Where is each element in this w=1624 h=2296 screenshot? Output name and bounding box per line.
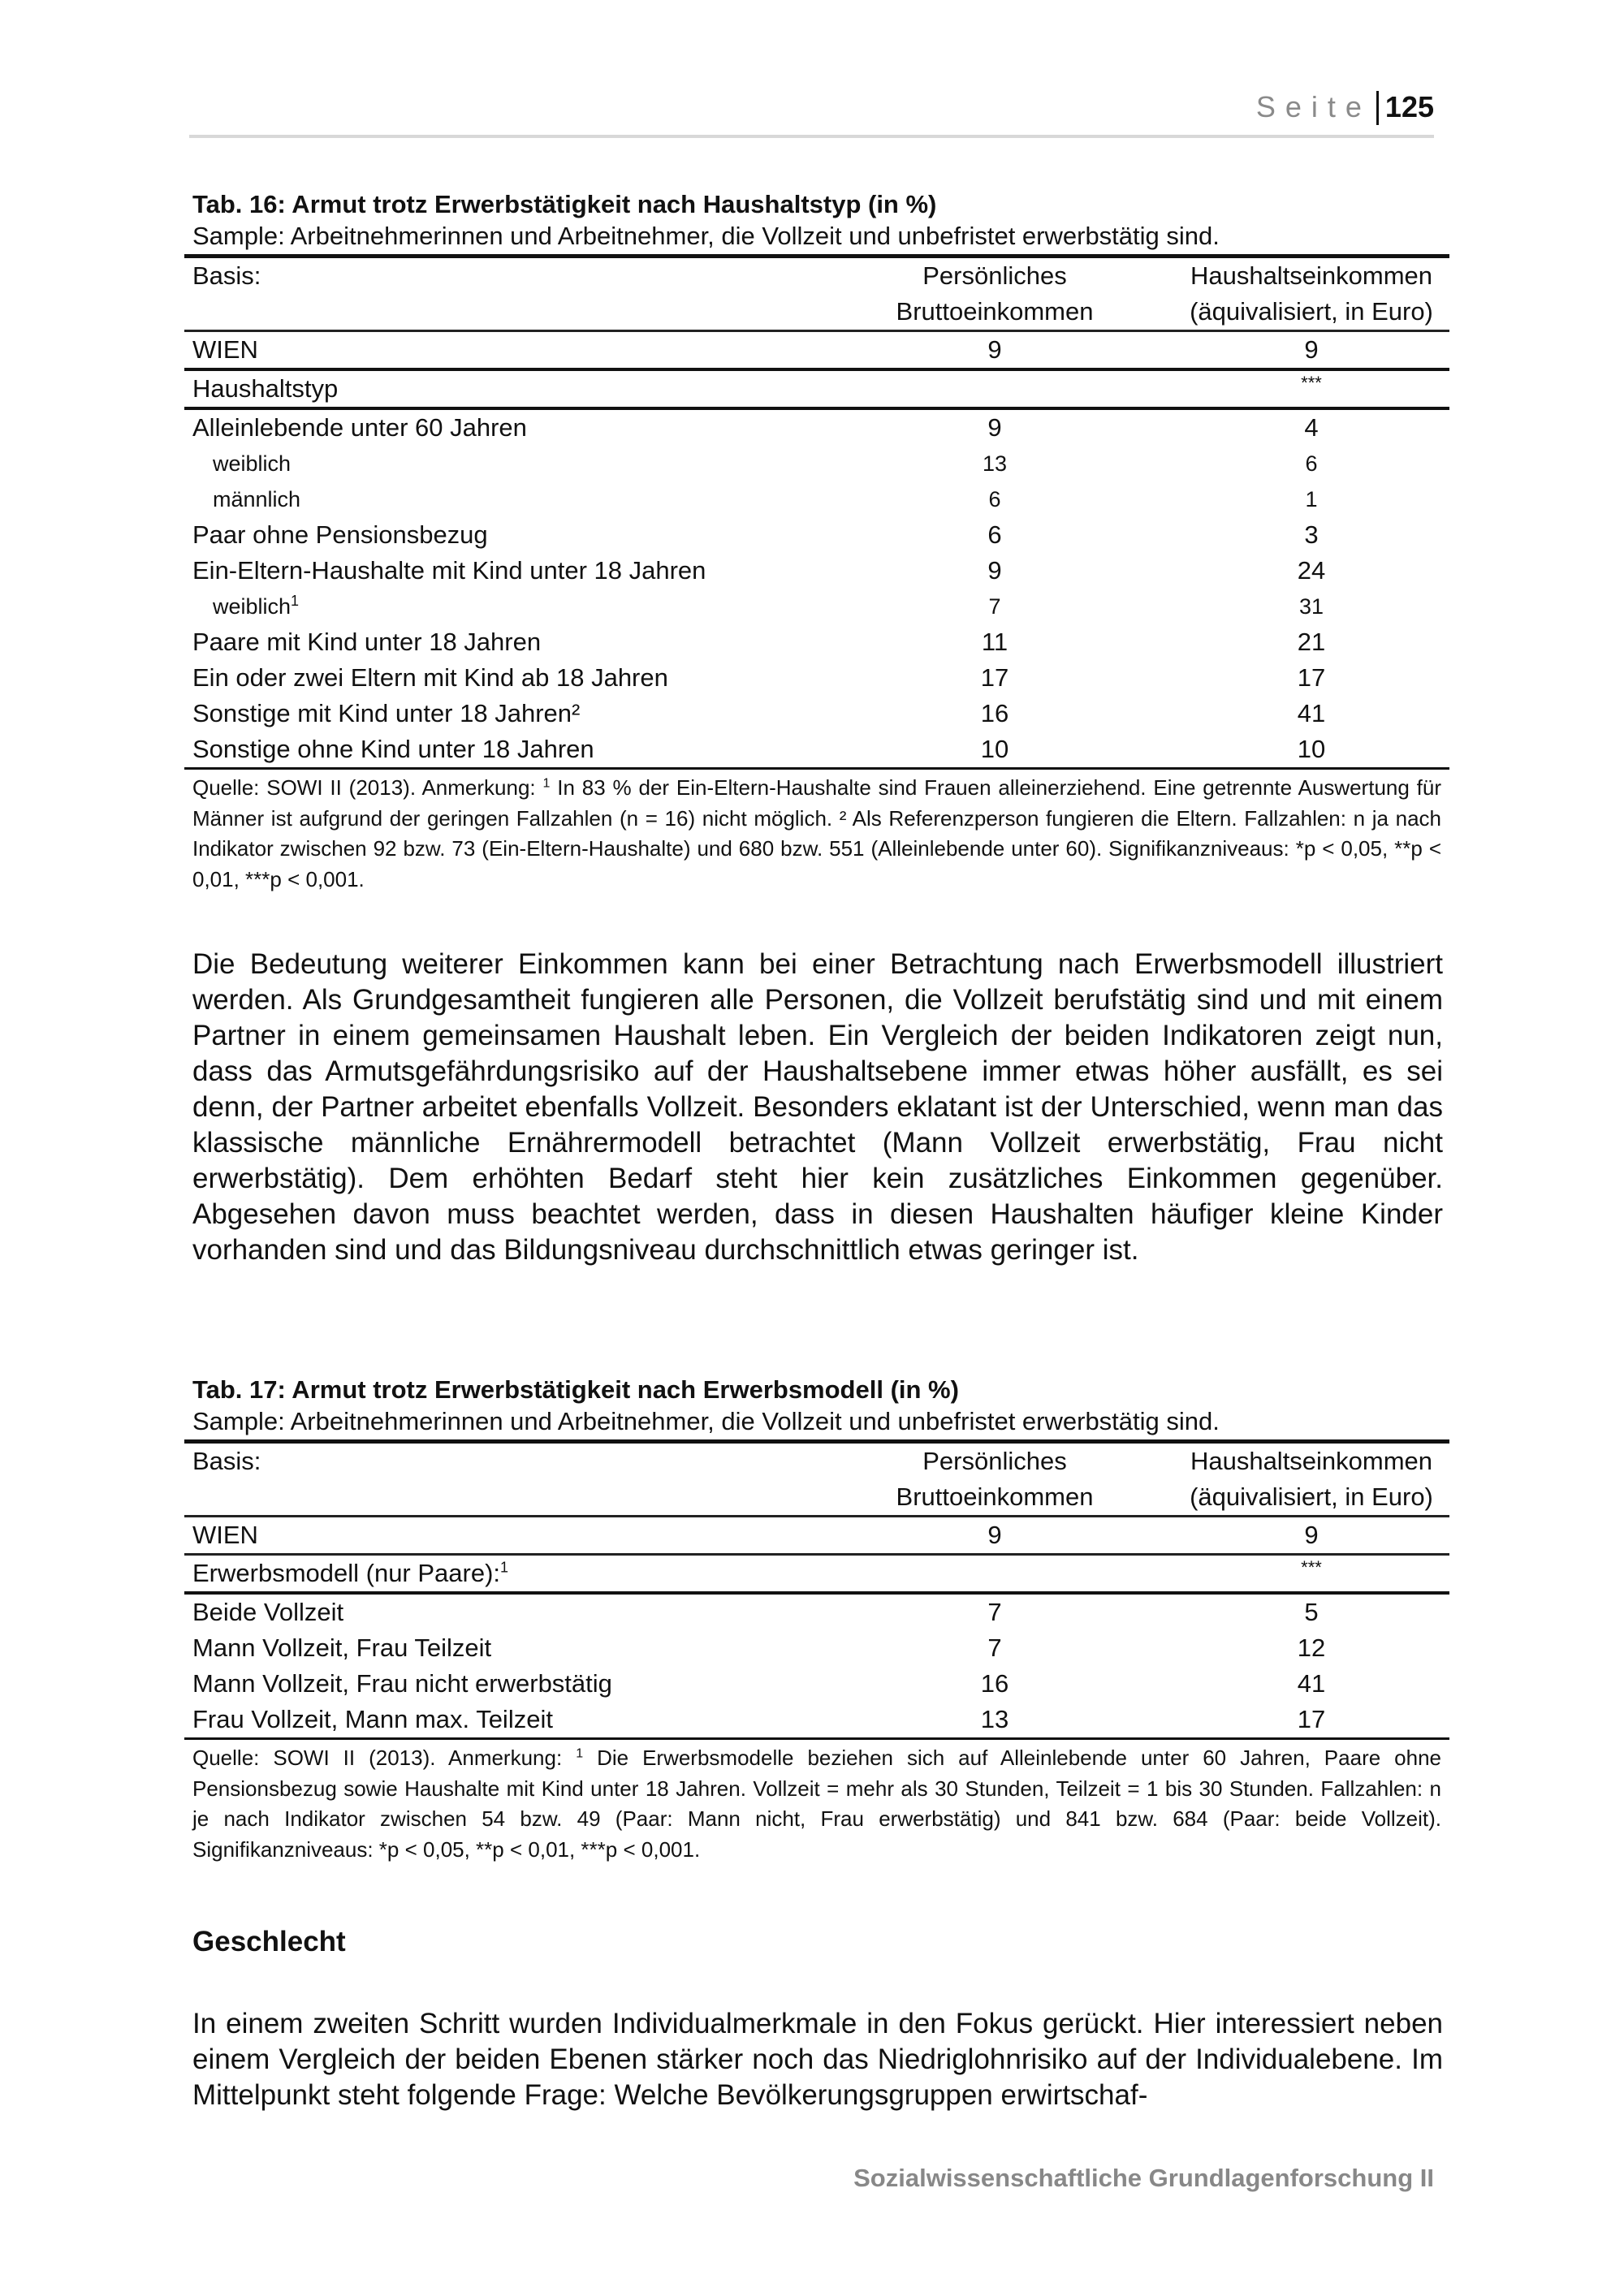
row-label: Paar ohne Pensionsbezug	[192, 520, 488, 549]
cell-personal: 6	[988, 487, 1001, 511]
row-label: männlich	[213, 487, 301, 511]
table-row	[184, 517, 1449, 553]
cell-personal: 7	[987, 1598, 1002, 1626]
cell-personal: 9	[987, 335, 1002, 364]
cell-household: 17	[1297, 1705, 1326, 1733]
row-label: Sonstige ohne Kind unter 18 Jahren	[192, 735, 594, 763]
row-label: Ein oder zwei Eltern mit Kind ab 18 Jahren	[192, 663, 668, 692]
table-row	[184, 660, 1449, 696]
row-label: weiblich	[213, 451, 292, 476]
cell-household: 12	[1297, 1634, 1326, 1662]
column-header-personal-income: Persönliches Bruttoeinkommen	[896, 261, 1094, 326]
row-label: Beide Vollzeit	[192, 1598, 344, 1626]
table-note: Quelle: SOWI II (2013). Anmerkung: $^1$ Die Erwerbsmodelle beziehen sich auf Alleinlebende unter 60 Jahren, Paare ohne Pensionsbezug sowie Haushalte mit Kind unter 18 Jahren. Vollzeit = mehr als 30 Stunden, Teilzeit = 1 bis 30 Stunden. Fallzahlen: n je nach Indikator zwischen 54 bzw. 49 (Paar: Mann nicht, Frau erwerbstätig) und 841 bzw. 684 (Paar: beide Vollzeit). Signifikanzniveaus: *p < 0,05, **p < 0,01, ***p < 0,001.	[184, 1737, 1449, 1865]
table-17	[184, 1375, 1449, 1865]
table-row	[184, 1630, 1449, 1666]
row-label: Paare mit Kind unter 18 Jahren	[192, 628, 542, 656]
table-row	[184, 1593, 1449, 1630]
group-label: Haushaltstyp	[192, 374, 339, 403]
table-17-body	[184, 1593, 1449, 1737]
row-label: Mann Vollzeit, Frau Teilzeit	[192, 1634, 492, 1662]
section-heading: Geschlecht	[192, 1926, 346, 1957]
table-16-grid	[184, 254, 1449, 767]
cell-personal: 17	[980, 663, 1009, 692]
table-total-row	[184, 1517, 1449, 1555]
column-header-household-income: Haushaltseinkommen (äquivalisiert, in Euro)	[1190, 261, 1433, 326]
row-label: Ein-Eltern-Haushalte mit Kind unter 18 Jahren	[192, 556, 706, 585]
table-16-body	[184, 408, 1449, 767]
table-row	[184, 408, 1449, 446]
table-row	[184, 446, 1449, 481]
significance-cell: ***	[1301, 373, 1322, 393]
cell-household: 41	[1297, 1669, 1326, 1698]
table-row	[184, 1666, 1449, 1702]
cell-personal	[816, 1555, 1173, 1594]
page-header	[189, 91, 1434, 138]
body-paragraph: Die Bedeutung weiterer Einkommen kann bei einer Betrachtung nach Erwerbsmodell illustriert werden. Als Grundgesamtheit fungieren alle Personen, die Vollzeit berufstätig sind und mit einem Partner in einem gemeinsamen Haushalt leben. Ein Vergleich der beiden Indikatoren zeigt nun, dass das Armutsgefährdungsrisiko auf der Haushaltsebene immer etwas höher ausfällt, es sei denn, der Partner arbeitet ebenfalls Vollzeit. Besonders eklatant ist der Unterschied, wenn man das klassische männliche Ernährermodell betrachtet (Mann Vollzeit erwerbstätig, Frau nicht erwerbstätig). Dem erhöhten Bedarf steht hier kein zusätzliches Einkommen gegenüber. Abgesehen davon muss beachtet werden, dass in diesen Haushalten häufiger kleine Kinder vorhanden sind und das Bildungsniveau durchschnittlich etwas geringer ist.	[192, 948, 1443, 1266]
cell-personal: 16	[980, 699, 1009, 727]
cell-personal: 7	[988, 594, 1001, 619]
cell-personal: 13	[982, 451, 1008, 476]
cell-household: 9	[1304, 335, 1319, 364]
cell-household: 10	[1297, 735, 1326, 763]
table-row	[184, 481, 1449, 517]
cell-personal: 9	[987, 556, 1002, 585]
column-header-basis: Basis:	[192, 1447, 261, 1475]
cell-household: 17	[1297, 663, 1326, 692]
cell-personal: 10	[980, 735, 1009, 763]
table-sample: Sample: Arbeitnehmerinnen und Arbeitnehmer, die Vollzeit und unbefristet erwerbstätig sind.	[192, 222, 1220, 250]
header-divider	[1376, 91, 1379, 125]
table-group-row	[184, 369, 1449, 408]
cell-personal	[816, 369, 1173, 408]
body-paragraph: In einem zweiten Schritt wurden Individualmerkmale in den Fokus gerückt. Hier interessiert neben einem Vergleich der beiden Ebenen stärker noch das Niedriglohnrisiko auf der Individualebene. Im Mittelpunkt steht folgende Frage: Welche Bevölkerungsgruppen erwirtschaf-	[192, 2008, 1443, 2111]
group-label: Erwerbsmodell (nur Paare):$^1$	[192, 1559, 509, 1587]
cell-personal: 9	[987, 413, 1002, 442]
table-note: Quelle: SOWI II (2013). Anmerkung: $^1$ In 83 % der Ein-Eltern-Haushalte sind Frauen alleinerziehend. Eine getrennte Auswertung für Männer ist aufgrund der geringen Fallzahlen (n = 16) nicht möglich. ² Als Referenzperson fungieren die Eltern. Fallzahlen: n ja nach Indikator zwischen 92 bzw. 73 (Ein-Eltern-Haushalte) und 680 bzw. 551 (Alleinlebende unter 60). Signifikanzniveaus: *p < 0,05, **p < 0,01, ***p < 0,001.	[184, 767, 1449, 895]
table-row	[184, 1702, 1449, 1737]
cell-household: 31	[1298, 594, 1324, 619]
table-17-grid	[184, 1439, 1449, 1737]
table-header-row	[184, 1442, 1449, 1517]
table-row	[184, 732, 1449, 767]
row-label: WIEN	[192, 1521, 258, 1549]
table-row	[184, 553, 1449, 589]
cell-personal: 16	[980, 1669, 1009, 1698]
column-header-household-income: Haushaltseinkommen (äquivalisiert, in Euro)	[1190, 1447, 1433, 1511]
cell-personal: 11	[981, 628, 1009, 656]
cell-household: 5	[1304, 1598, 1319, 1626]
row-label: Frau Vollzeit, Mann max. Teilzeit	[192, 1705, 553, 1733]
cell-personal: 6	[987, 520, 1002, 549]
cell-household: 24	[1297, 556, 1326, 585]
cell-household: 6	[1305, 451, 1318, 476]
cell-household: 4	[1304, 413, 1319, 442]
column-header-basis: Basis:	[192, 261, 261, 290]
table-row	[184, 696, 1449, 732]
table-title: Tab. 16: Armut trotz Erwerbstätigkeit nach Haushaltstyp (in %)	[192, 190, 937, 218]
cell-household: 21	[1297, 628, 1326, 656]
cell-personal: 7	[987, 1634, 1002, 1662]
cell-household: 1	[1305, 487, 1318, 511]
page-number-label	[1256, 91, 1434, 125]
table-row	[184, 589, 1449, 624]
page-label: Seite	[1255, 90, 1371, 123]
table-16	[184, 189, 1449, 895]
row-label: Alleinlebende unter 60 Jahren	[192, 413, 527, 442]
table-title: Tab. 17: Armut trotz Erwerbstätigkeit nach Erwerbsmodell (in %)	[192, 1375, 959, 1404]
table-total-row	[184, 331, 1449, 370]
column-header-personal-income: Persönliches Bruttoeinkommen	[896, 1447, 1094, 1511]
table-header-row	[184, 257, 1449, 331]
significance-cell: ***	[1301, 1557, 1322, 1577]
cell-personal: 9	[987, 1521, 1002, 1549]
page-number: 125	[1384, 90, 1434, 123]
cell-household: 3	[1304, 520, 1319, 549]
row-label: weiblich$^1$	[213, 593, 300, 619]
table-sample: Sample: Arbeitnehmerinnen und Arbeitnehmer, die Vollzeit und unbefristet erwerbstätig sind.	[192, 1407, 1220, 1435]
page-footer: Sozialwissenschaftliche Grundlagenforschung II	[853, 2164, 1434, 2192]
row-label: WIEN	[192, 335, 258, 364]
row-label: Sonstige mit Kind unter 18 Jahren²	[192, 699, 581, 727]
cell-household: 9	[1304, 1521, 1319, 1549]
row-label: Mann Vollzeit, Frau nicht erwerbstätig	[192, 1669, 612, 1698]
table-row	[184, 624, 1449, 660]
table-group-row	[184, 1555, 1449, 1594]
cell-personal: 13	[980, 1705, 1009, 1733]
cell-household: 41	[1297, 699, 1326, 727]
